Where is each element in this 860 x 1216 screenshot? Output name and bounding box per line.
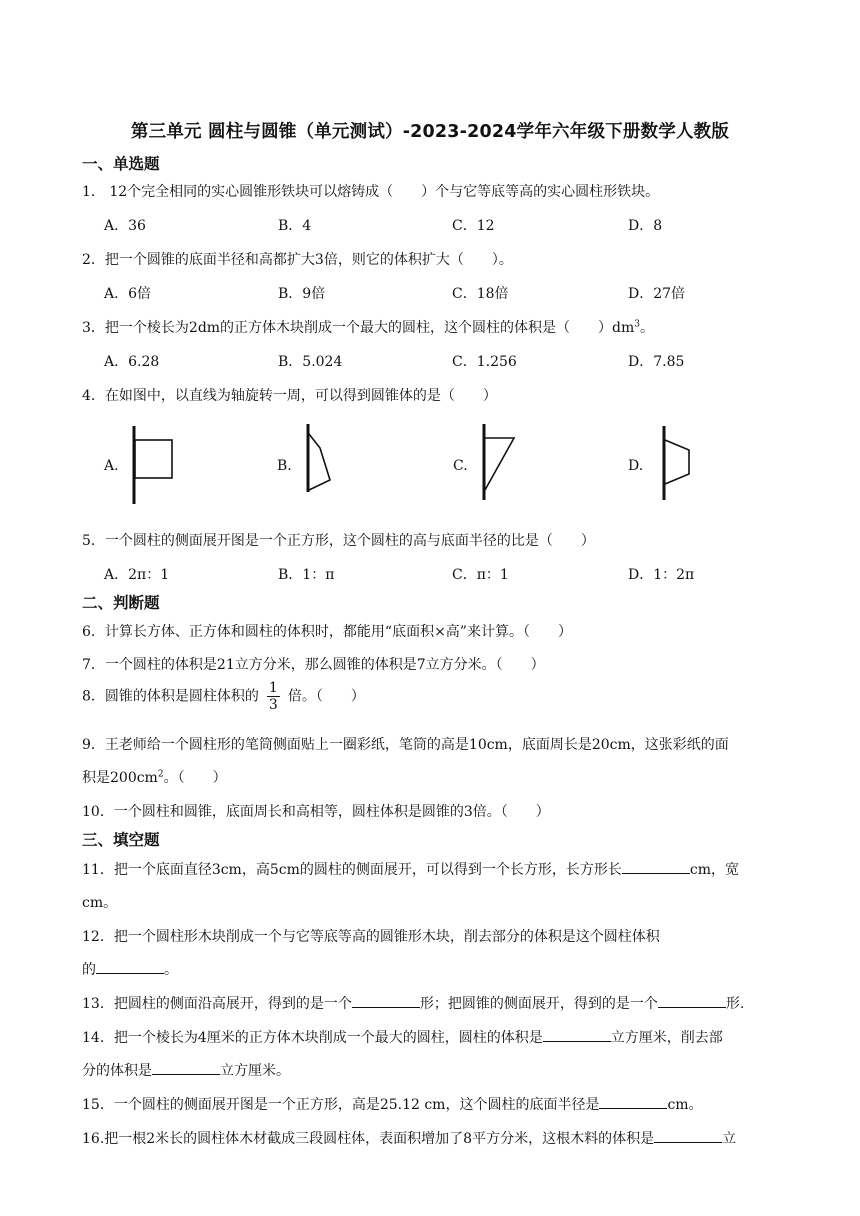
question-14-text-c: 分的体积是 [82,1063,152,1079]
question-13 [82,993,744,1013]
question-12-line-2 [82,959,178,979]
option-d: D．8 [628,218,663,234]
question-15-text: 15．一个圆柱的侧面展开图是一个正方形，高是25.12 cm，这个圆柱的底面半径是 [82,1097,600,1113]
question-12-end: 。 [164,962,178,978]
option-a: A．36 [104,218,146,234]
question-11-line-2: cm。 [82,895,118,911]
page-title: 第三单元 圆柱与圆锥（单元测试）-2023-2024学年六年级下册数学人教版 [130,122,730,142]
question-14-end: 立方厘米。 [220,1063,290,1079]
option-b: B．1：π [278,567,335,583]
option-c: C. [453,458,468,474]
option-c: C．π：1 [452,567,509,583]
option-a: A. [104,458,119,474]
option-b: B．9倍 [278,286,326,302]
question-16 [82,1128,736,1148]
answer-blank[interactable] [352,993,420,1008]
fraction [267,680,280,713]
question-11-unit: cm，宽 [689,862,739,878]
question-15 [82,1094,703,1114]
question-12-line-1: 12．把一个圆柱形木块削成一个与它等底等高的圆锥形木块，削去部分的体积是这个圆柱体积 [82,929,660,945]
question-16-unit: 立 [722,1131,737,1147]
option-b: B．4 [278,218,312,234]
question-11-text: 11．把一个底面直径3cm，高5cm的圆柱的侧面展开，可以得到一个长方形，长方形长 [82,862,622,878]
fraction-numerator: 1 [268,680,278,696]
option-d: D．27倍 [628,286,686,302]
question-13-text-c: 形. [725,996,745,1012]
question-11-line-1 [82,859,739,879]
option-a: A．2π：1 [104,567,170,583]
question-8-end: 倍。（ ） [287,688,365,705]
question-3-text: 3．把一个棱长为2dm的正方体木块削成一个最大的圆柱，这个圆柱的体积是（ ）dm [82,320,635,336]
option-d: D．7.85 [628,354,685,370]
question-8-text: 8．圆锥的体积是圆柱体积的 [82,688,259,705]
option-a: A．6倍 [104,286,152,302]
question-14-text-b: 立方厘米，削去部 [610,1030,723,1046]
question-14-text-a: 14．把一个棱长为4厘米的正方体木块削成一个最大的圆柱，圆柱的体积是 [82,1030,543,1046]
question-10: 10．一个圆柱和圆锥，底面周长和高相等，圆柱体积是圆锥的3倍。（ ） [82,804,550,820]
superscript: 3 [634,319,641,330]
question-14-line-1 [82,1027,723,1047]
option-c: C．12 [452,218,495,234]
question-5: 5．一个圆柱的侧面展开图是一个正方形，这个圆柱的高与底面半径的比是（ ） [82,533,595,549]
question-9-line-1: 9．王老师给一个圆柱形的笔筒侧面贴上一圈彩纸，笔筒的高是10cm，底面周长是20cm，这张彩纸的面 [82,737,729,753]
question-7: 7．一个圆柱的体积是21立方分米，那么圆锥的体积是7立方分米。（ ） [82,657,545,673]
question-9-line-2 [82,767,227,787]
fraction-denominator: 3 [268,697,278,713]
answer-blank[interactable] [654,1128,722,1143]
question-3 [82,317,654,337]
option-c: C．18倍 [452,286,509,302]
section-heading-true-false: 二、判断题 [82,594,160,612]
question-14-line-2 [82,1060,290,1080]
option-d: D. [628,458,644,474]
option-a: A．6.28 [104,354,160,370]
figure-a-rectangle-on-axis [125,422,185,508]
answer-blank[interactable] [622,859,690,874]
superscript: 2 [157,769,164,780]
question-9-end: 。（ ） [163,770,227,786]
answer-blank[interactable] [599,1094,667,1109]
figure-b-trapezoid-on-axis [300,422,350,496]
answer-blank[interactable] [658,993,726,1008]
question-1: 1． 12个完全相同的实心圆锥形铁块可以熔铸成（ ）个与它等底等高的实心圆柱形铁块。 [82,184,660,200]
question-3-end: 。 [640,320,655,336]
question-12-text: 的 [82,962,96,978]
option-b: B. [277,458,292,474]
figure-d-trapezoid-on-axis [655,424,705,502]
question-2: 2．把一个圆锥的底面半径和高都扩大3倍，则它的体积扩大（ ）。 [82,252,513,268]
option-c: C．1.256 [452,354,517,370]
section-heading-fill-in: 三、填空题 [82,831,160,849]
answer-blank[interactable] [96,959,164,974]
question-16-text: 16.把一根2米长的圆柱体木材截成三段圆柱体，表面积增加了8平方分米，这根木料的体积是 [82,1131,655,1147]
question-9-text: 积是200cm [82,770,158,786]
figure-c-triangle-on-axis [476,422,526,504]
question-6: 6．计算长方体、正方体和圆柱的体积时，都能用“底面积×高”来计算。（ ） [82,624,572,640]
option-d: D．1：2π [628,567,695,583]
question-15-unit: cm。 [667,1097,703,1113]
section-heading-single-choice: 一、单选题 [82,155,160,173]
question-13-text-b: 形；把圆锥的侧面展开，得到的是一个 [419,996,658,1012]
question-8 [82,680,365,713]
option-b: B．5.024 [278,354,343,370]
answer-blank[interactable] [543,1027,611,1042]
question-13-text-a: 13．把圆柱的侧面沿高展开，得到的是一个 [82,996,352,1012]
answer-blank[interactable] [152,1060,220,1075]
question-4: 4．在如图中，以直线为轴旋转一周，可以得到圆锥体的是（ ） [82,388,497,404]
